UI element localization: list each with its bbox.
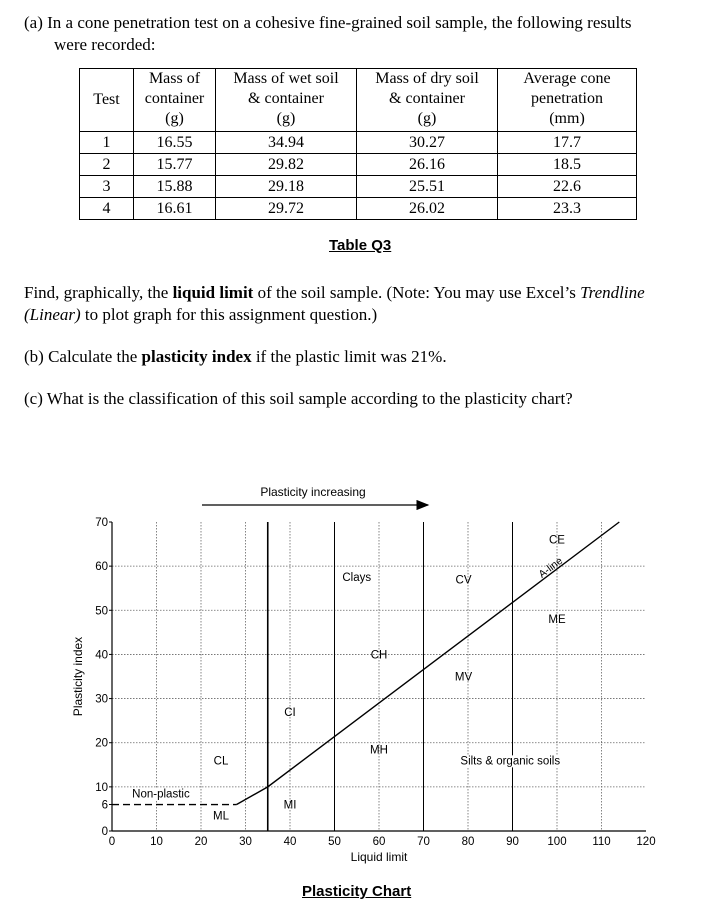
- x-tick-label: 40: [283, 836, 297, 848]
- cell: 18.5: [498, 154, 637, 176]
- cell: 23.3: [498, 198, 637, 220]
- cell: 15.88: [134, 176, 216, 198]
- x-tick-label: 100: [547, 836, 567, 848]
- chart-title: Plasticity Chart: [302, 883, 412, 900]
- zone-label-cv: CV: [455, 574, 472, 587]
- zone-label-silts-organic-soils: Silts & organic soils: [460, 755, 561, 768]
- y-tick-label: 0: [101, 826, 108, 838]
- x-tick-label: 50: [328, 836, 341, 848]
- cell: 15.77: [134, 154, 216, 176]
- y-tick-label: 60: [95, 561, 108, 574]
- linear-term: (Linear): [24, 305, 81, 324]
- zone-label-ci: CI: [284, 706, 296, 719]
- y-tick-labels: [95, 517, 112, 838]
- cell: 22.6: [498, 176, 637, 198]
- table-row: [80, 176, 637, 198]
- x-tick-label: 10: [150, 836, 163, 848]
- plasticity-index-term: plasticity index: [141, 347, 252, 366]
- part-b: [24, 346, 447, 367]
- cell: 29.82: [216, 154, 357, 176]
- zone-label-ch: CH: [370, 649, 388, 662]
- data-table: [79, 68, 637, 220]
- part-b-text-2: if the plastic limit was 21%.: [251, 347, 447, 366]
- cell: 30.27: [357, 132, 498, 154]
- part-a-line1: (a) In a cone penetration test on a cohesive fine-grained soil sample, the following results: [24, 13, 632, 32]
- x-tick-label: 60: [372, 836, 386, 848]
- table-row: [80, 198, 637, 220]
- trendline-term: Trendline: [580, 283, 645, 302]
- part-b-text-1: (b) Calculate the: [24, 347, 142, 366]
- table-header-row: [80, 69, 637, 132]
- zone-label-cl: CL: [213, 755, 229, 768]
- x-tick-label: 90: [506, 836, 519, 848]
- table-row: [80, 154, 637, 176]
- x-tick-label: 20: [194, 836, 208, 848]
- header-dry-soil: Mass of dry soil & container (g): [357, 69, 498, 132]
- zone-label-ml: ML: [213, 810, 230, 823]
- table-caption: Table Q3: [329, 237, 392, 254]
- x-tick-label: 0: [108, 836, 116, 848]
- cell: 29.72: [216, 198, 357, 220]
- zone-label-me: ME: [548, 614, 566, 627]
- x-tick-label: 110: [592, 836, 611, 848]
- cell: 2: [80, 154, 134, 176]
- zone-label-non-plastic: Non-plastic: [132, 788, 190, 801]
- zone-label-clays: Clays: [342, 572, 372, 585]
- x-tick-label: 30: [239, 836, 252, 848]
- header-container-mass: Mass of container (g): [134, 69, 216, 132]
- cell: 25.51: [357, 176, 498, 198]
- zone-label-a-line: A-line: [536, 554, 566, 581]
- zone-label-mv: MV: [454, 671, 473, 684]
- cell: 26.16: [357, 154, 498, 176]
- y-tick-label: 70: [95, 517, 108, 529]
- zone-label-mi: MI: [283, 799, 297, 812]
- zone-labels: [130, 535, 566, 823]
- cell: 4: [80, 198, 134, 220]
- chart-grid: [112, 522, 646, 831]
- cell: 3: [80, 176, 134, 198]
- cell: 29.18: [216, 176, 357, 198]
- find-line2: [24, 304, 377, 325]
- cell: 16.61: [134, 198, 216, 220]
- cell: 16.55: [134, 132, 216, 154]
- y-tick-label: 30: [95, 693, 108, 706]
- cell: 34.94: [216, 132, 357, 154]
- liquid-limit-term: liquid limit: [172, 283, 254, 302]
- header-cone-penetration: Average cone penetration (mm): [498, 69, 637, 132]
- find-text-2: of the soil sample. (Note: You may use Excel’s: [253, 283, 581, 302]
- find-text-1: Find, graphically, the: [24, 283, 173, 302]
- y-tick-label: 50: [95, 605, 108, 618]
- y-tick-label: 6: [101, 799, 108, 812]
- zone-label-mh: MH: [370, 744, 388, 757]
- zone-label-ce: CE: [549, 534, 565, 547]
- chart-dividers: [268, 522, 513, 831]
- x-axis-label: Liquid limit: [350, 850, 408, 864]
- plasticity-chart: [0, 470, 703, 910]
- cell: 26.02: [357, 198, 498, 220]
- table-row: [80, 132, 637, 154]
- x-tick-label: 70: [417, 836, 430, 848]
- find-text-3: to plot graph for this assignment question.): [80, 305, 378, 324]
- y-tick-label: 10: [95, 781, 108, 794]
- cell: 17.7: [498, 132, 637, 154]
- part-c: (c) What is the classification of this soil sample according to the plasticity chart?: [24, 389, 573, 408]
- part-a-line2: were recorded:: [54, 35, 156, 54]
- y-axis-label: Plasticity index: [71, 636, 85, 717]
- find-line1: [24, 282, 645, 303]
- header-wet-soil: Mass of wet soil & container (g): [216, 69, 357, 132]
- cell: 1: [80, 132, 134, 154]
- y-tick-label: 20: [95, 737, 108, 750]
- x-tick-label: 120: [636, 836, 656, 848]
- x-tick-labels: [109, 836, 656, 848]
- plasticity-increasing-label: Plasticity increasing: [260, 485, 366, 499]
- y-tick-label: 40: [95, 649, 108, 662]
- header-test: Test: [80, 69, 134, 132]
- x-tick-label: 80: [461, 836, 475, 848]
